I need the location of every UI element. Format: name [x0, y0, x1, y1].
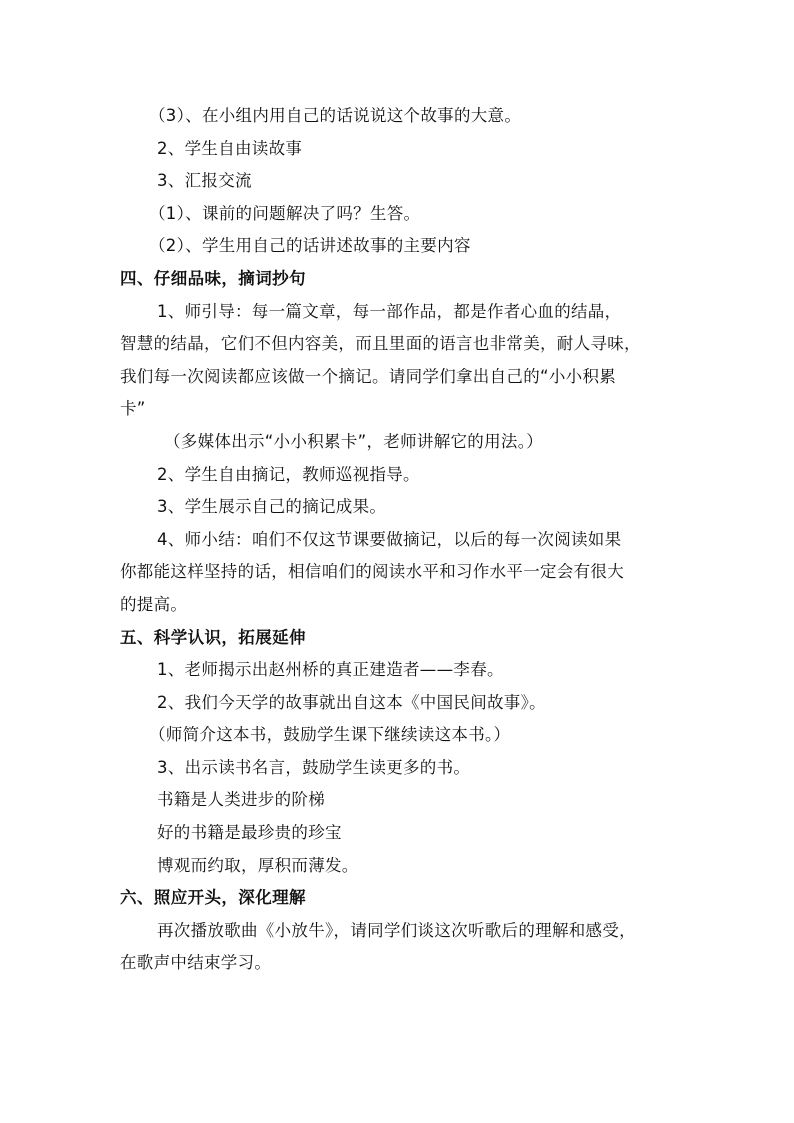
text-line: （师简介这本书，鼓励学生课下继续读这本书。） [149, 725, 511, 745]
document-body [120, 100, 680, 980]
text-line: （多媒体出示“小小积累卡”，老师讲解它的用法。） [164, 431, 544, 451]
paragraph-line: 我们每一次阅读都应该做一个摘记。请同学们拿出自己的“小小积累 [120, 366, 617, 386]
text-line: （3）、在小组内用自己的话说说这个故事的大意。 [149, 106, 522, 125]
text-line: 2、学生自由摘记，教师巡视指导。 [157, 464, 420, 484]
text-line: 3、汇报交流 [157, 171, 252, 191]
text-line: 1、老师揭示出赵州桥的真正建造者——李春。 [157, 660, 504, 680]
section-heading-6: 六、照应开头，深化理解 [120, 888, 306, 908]
paragraph-line: 的提高。 [120, 594, 188, 614]
text-line: （1）、课前的问题解决了吗？生答。 [149, 203, 421, 223]
quote-line: 书籍是人类进步的阶梯 [157, 790, 325, 810]
paragraph-line: 你都能这样坚持的话，相信咱们的阅读水平和习作水平一定会有很大 [120, 562, 624, 582]
text-line: 3、出示读书名言，鼓励学生读更多的书。 [157, 757, 471, 777]
paragraph-line: 卡” [120, 399, 146, 419]
section-heading-4: 四、仔细品味，摘词抄句 [120, 268, 306, 288]
paragraph-line: 在歌声中结束学习。 [120, 953, 272, 973]
paragraph-line: 1、师引导：每一篇文章，每一部作品，都是作者心血的结晶， [157, 301, 622, 321]
paragraph-line: 智慧的结晶，它们不但内容美，而且里面的语言也非常美，耐人寻味， [120, 334, 641, 354]
paragraph-line: 4、师小结：咱们不仅这节课要做摘记，以后的每一次阅读如果 [157, 529, 622, 549]
text-line: （2）、学生用自己的话讲述故事的主要内容 [149, 236, 471, 256]
quote-line: 博观而约取，厚积而薄发。 [157, 855, 359, 875]
text-line: 3、学生展示自己的摘记成果。 [157, 497, 387, 517]
quote-line: 好的书籍是最珍贵的珍宝 [157, 823, 342, 843]
text-line: 2、学生自由读故事 [157, 138, 303, 158]
section-heading-5: 五、科学认识，拓展延伸 [120, 627, 306, 647]
paragraph-line: 再次播放歌曲《小放牛》，请同学们谈这次听歌后的理解和感受， [157, 920, 636, 940]
text-line: 2、我们今天学的故事就出自这本《中国民间故事》。 [157, 692, 546, 712]
